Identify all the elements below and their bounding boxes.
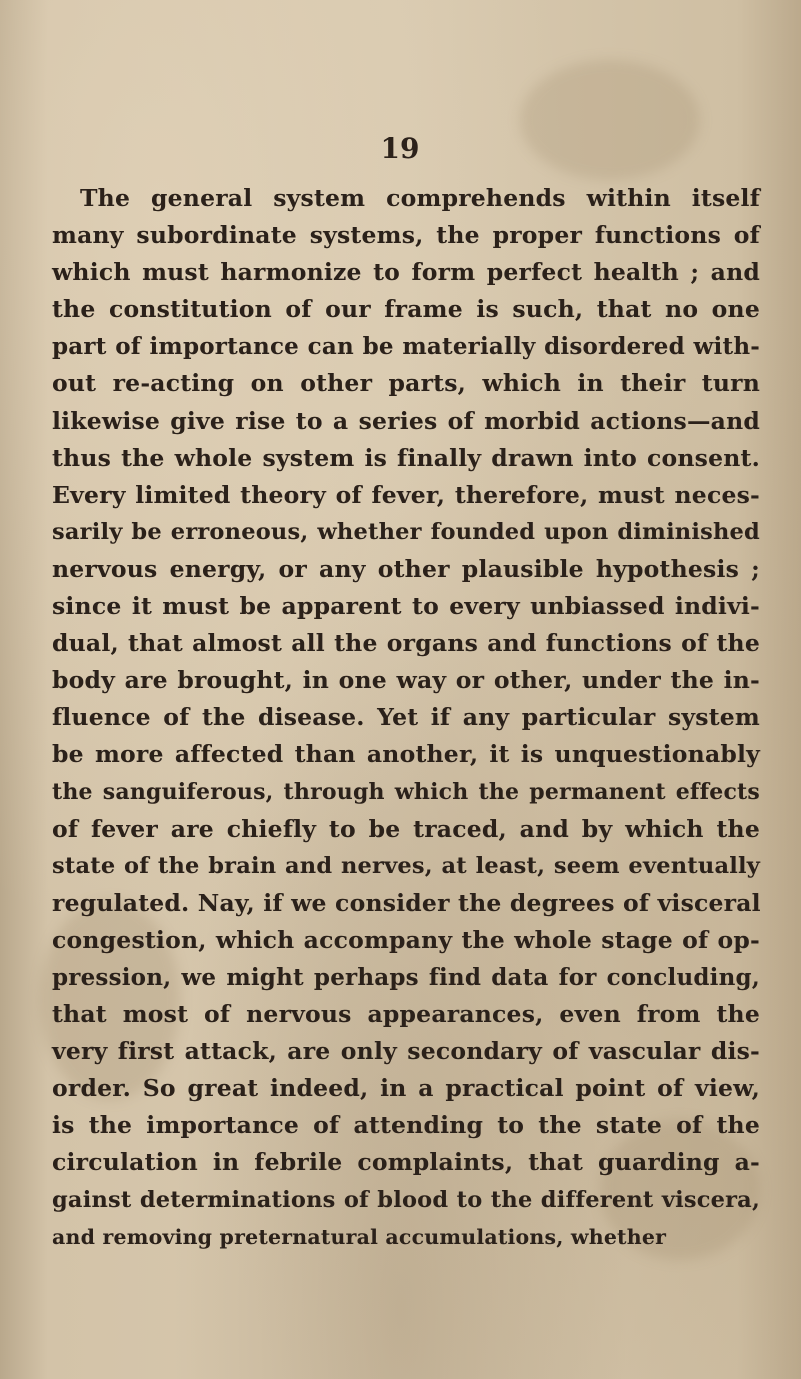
text-line: dual, that almost all the organs and functions of the [52,629,760,658]
text-line: part of importance can be materially disordered with- [52,333,760,361]
text-line: circulation in febrile complaints, that guarding a- [52,1148,760,1177]
body-paragraph [52,180,760,1256]
text-line: is the importance of attending to the state of the [52,1111,760,1140]
page-number: 19 [380,132,420,165]
text-line: The general system comprehends within itself [80,184,760,212]
text-line: which must harmonize to form perfect health ; and [52,258,760,287]
text-line: body are brought, in one way or other, under the in- [52,666,760,695]
text-line: congestion, which accompany the whole stage of op- [52,925,760,954]
text-line: state of the brain and nerves, at least, seem eventually [52,852,760,879]
text-line: many subordinate systems, the proper functions of [52,221,760,250]
text-line: fluence of the disease. Yet if any particular system [52,703,760,732]
text-line: be more affected than another, it is unquestionably [52,740,760,769]
text-line: sarily be erroneous, whether founded upon diminished [52,518,760,545]
text-line: nervous energy, or any other plausible hypothesis ; [52,554,760,583]
text-line: Every limited theory of fever, therefore, must neces- [52,480,760,509]
text-line: the sanguiferous, through which the permanent effects [52,778,760,805]
text-line: of fever are chiefly to be traced, and by which the [52,814,760,843]
text-line: the constitution of our frame is such, that no one [52,295,760,324]
text-line: very first attack, are only secondary of vascular dis- [52,1037,760,1066]
text-line: regulated. Nay, if we consider the degrees of visceral [52,888,761,917]
text-line: out re-acting on other parts, which in their turn [52,369,760,398]
text-line: pression, we might perhaps find data for concluding, [52,963,760,991]
text-line: that most of nervous appearances, even from the [52,1000,760,1029]
text-line: gainst determinations of blood to the different viscera, [52,1186,760,1213]
text-line: thus the whole system is finally drawn into consent. [52,443,760,472]
text-line: and removing preternatural accumulations, whether [52,1224,667,1249]
text-line: since it must be apparent to every unbiassed indivi- [52,592,760,621]
text-line: order. So great indeed, in a practical point of view, [52,1074,760,1103]
text-line: likewise give rise to a series of morbid actions—and [52,406,760,435]
paper-stain [520,60,700,180]
